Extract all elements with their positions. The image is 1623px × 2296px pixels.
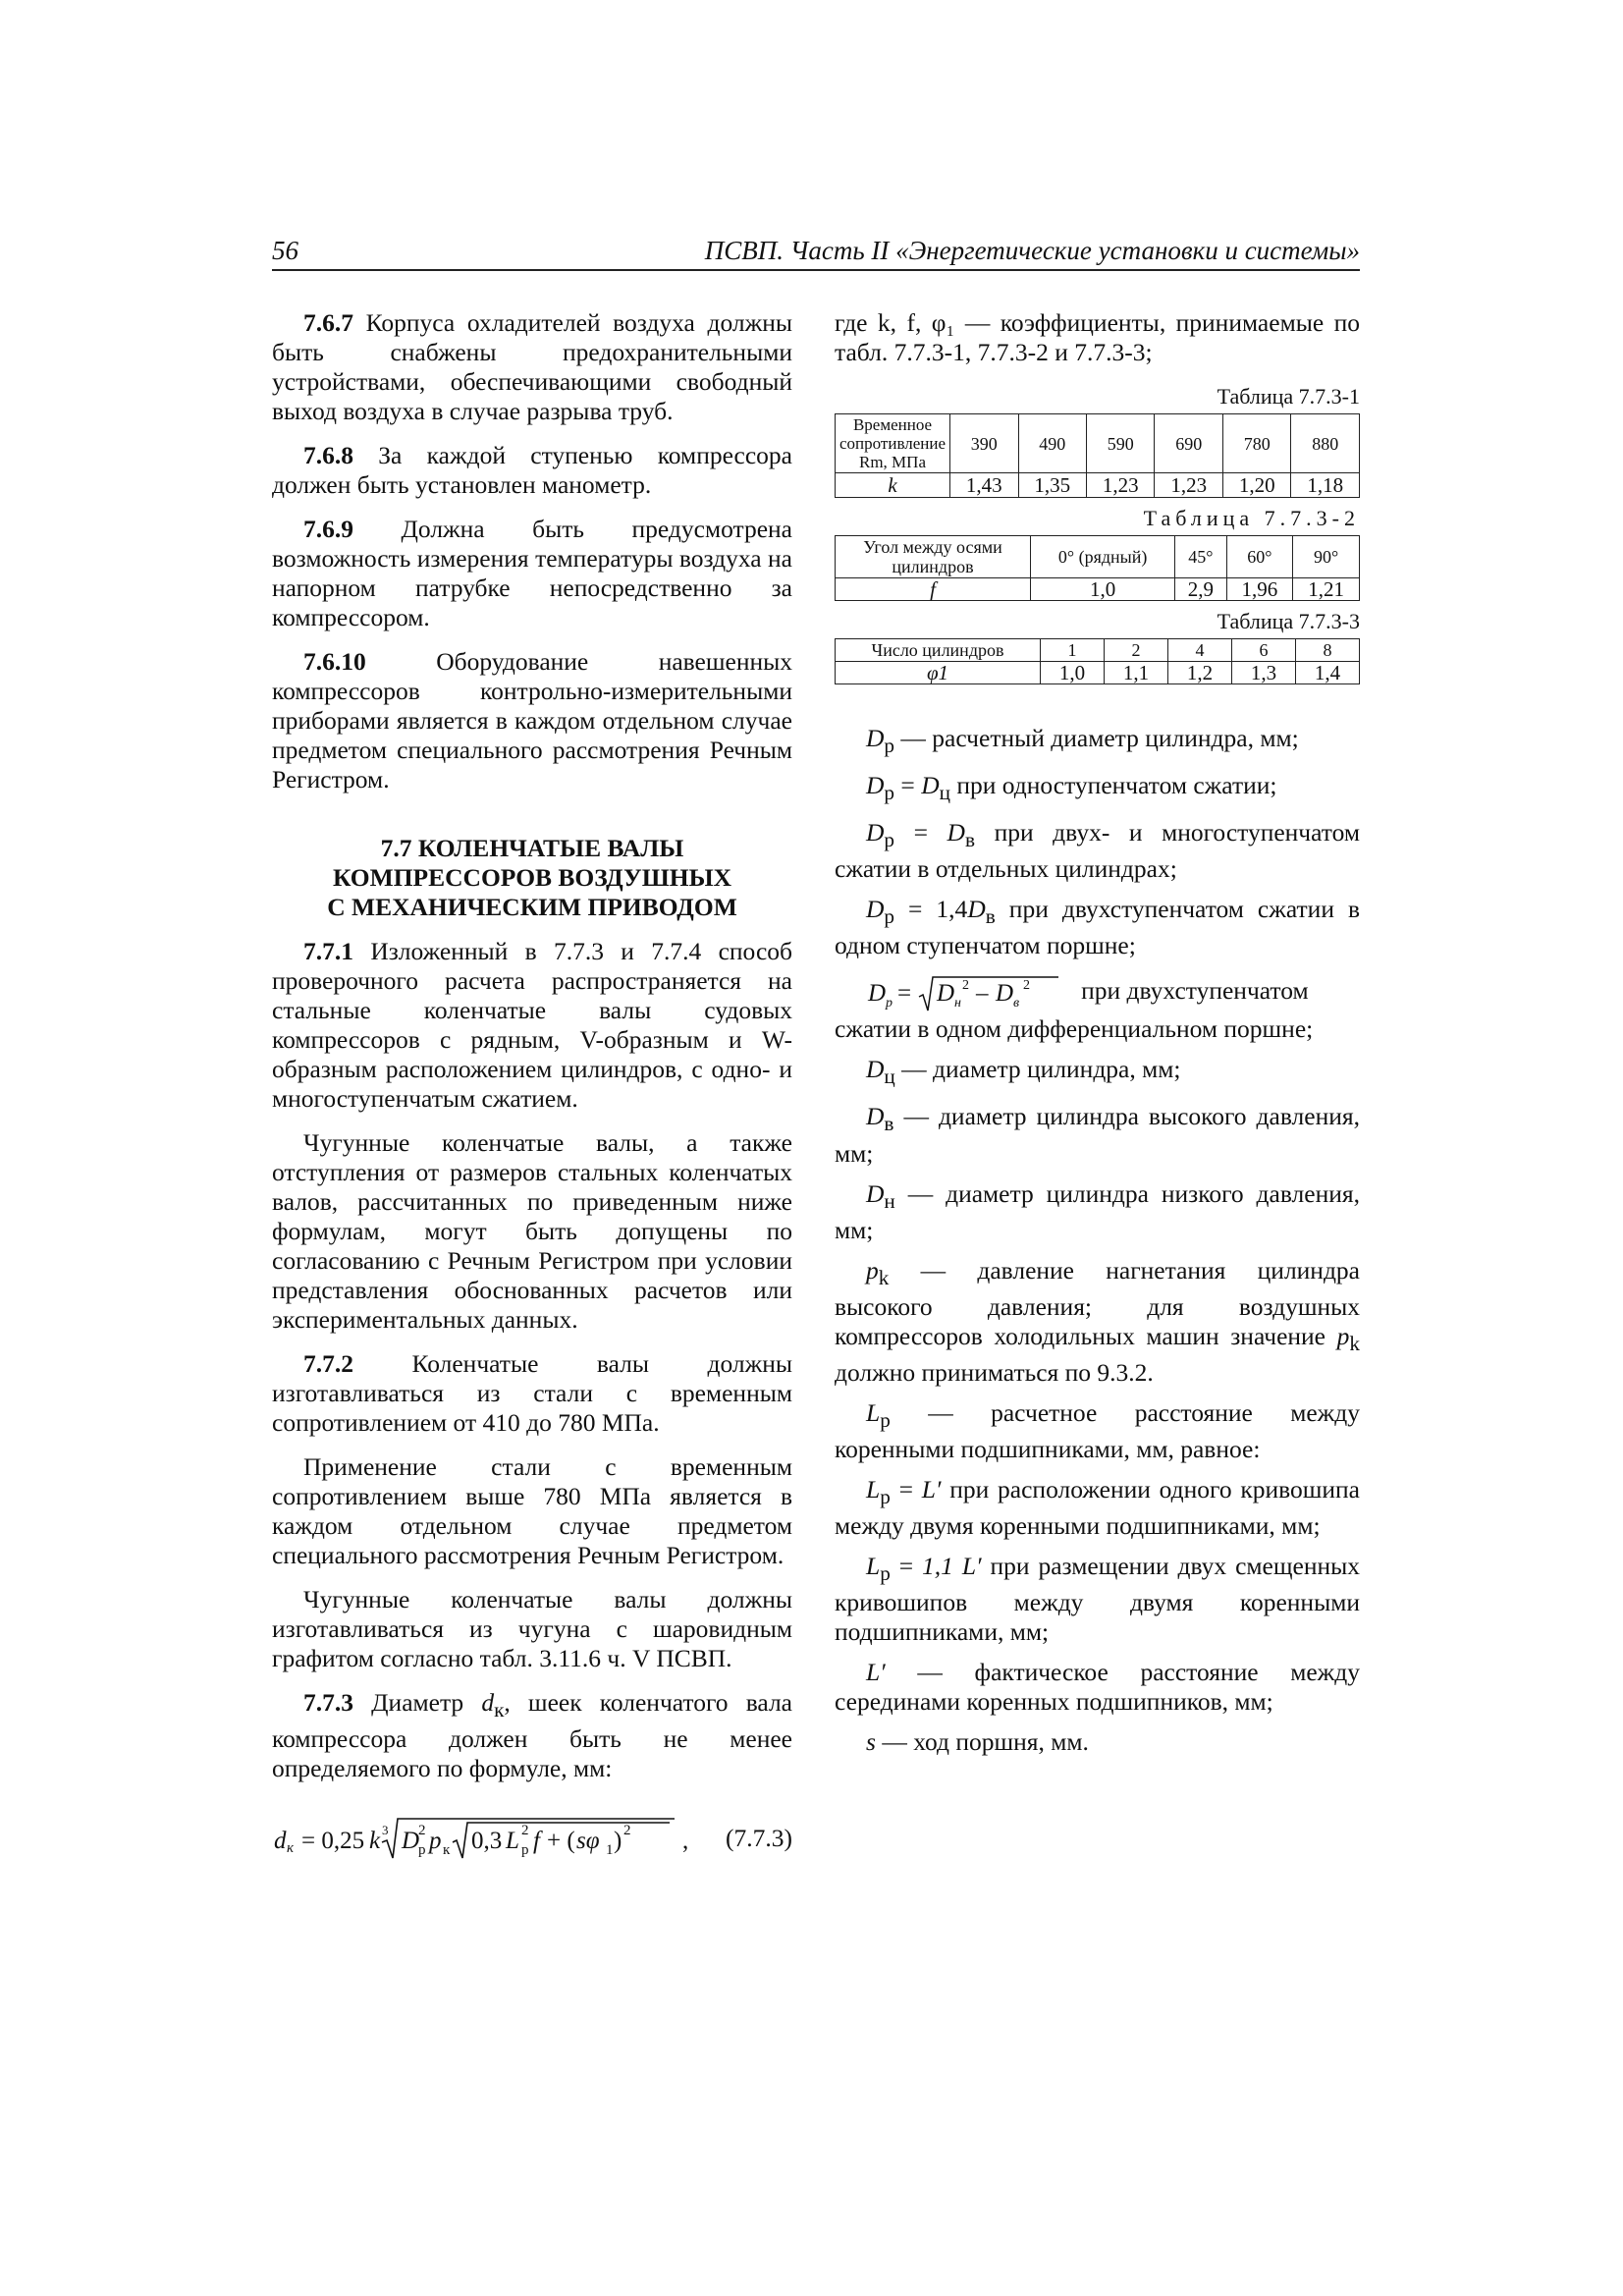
- table-cell: 1,2: [1168, 662, 1232, 684]
- definition-item: $D_н$ — диаметр цилиндра низкого давления, мм;: [835, 1178, 1360, 1244]
- crankshaft-diameter-formula: [272, 1811, 704, 1866]
- table-cell: 880: [1291, 414, 1360, 473]
- svg-text:= 0,25: = 0,25: [301, 1828, 365, 1855]
- table-cell: 6: [1232, 639, 1296, 662]
- table-cell: 1,21: [1293, 578, 1360, 601]
- table-header-cell: Число цилиндров: [836, 639, 1041, 662]
- table-cell: 1,0: [1031, 578, 1175, 601]
- svg-text:d: d: [274, 1828, 287, 1855]
- table-cell: 45°: [1175, 536, 1226, 578]
- definition-item: L′ — фактическое расстояние между серединами коренных подшипников, мм;: [835, 1658, 1360, 1717]
- svg-text:2: 2: [418, 1823, 426, 1839]
- svg-text:к: к: [287, 1840, 295, 1857]
- table-cell: 60°: [1226, 536, 1293, 578]
- table-cell: 1,3: [1232, 662, 1296, 684]
- root-formula: [866, 971, 1062, 1014]
- definition-item: $D_р = D_ц$ при одноступенчатом сжатии;: [866, 771, 1277, 805]
- definition-item: $D_в$ — диаметр цилиндра высокого давления, мм;: [835, 1102, 1360, 1168]
- svg-text:D: D: [402, 1828, 420, 1855]
- svg-text:p: p: [886, 996, 893, 1011]
- table-cell: 1,1: [1105, 662, 1168, 684]
- running-title: ПСВП. Часть II «Энергетические установки и системы»: [704, 236, 1360, 265]
- paragraph-7-6-9: 7.6.9 Должна быть предусмотрена возможность измерения температуры воздуха на напорном патрубке непосредственно за компрессором.: [272, 515, 792, 631]
- svg-text:,: ,: [682, 1828, 689, 1855]
- paragraph-7-7-2-steel: Применение стали с временным сопротивлением выше 780 МПа является в каждом отдельном случае предметом специального рассмотрения Речным Регистром.: [272, 1452, 792, 1569]
- svg-text:k: k: [369, 1828, 381, 1855]
- table-header-cell: Временное сопротивление Rm, МПа: [836, 414, 950, 473]
- paragraph-7-7-2-cast-iron: Чугунные коленчатые валы должны изготавливаться из чугуна с шаровидным графитом согласно табл. 3.11.6 ч. V ПСВП.: [272, 1585, 792, 1672]
- definition-item: $L_р = 1,1$ L′ при размещении двух смещенных кривошипов между двумя коренными подшипниками, мм;: [835, 1552, 1361, 1647]
- svg-text:D: D: [868, 980, 887, 1008]
- table-row-label: f: [836, 578, 1031, 601]
- section-title: 7.7 КОЛЕНЧАТЫЕ ВАЛЫ КОМПРЕССОРОВ ВОЗДУШНЫХ С МЕХАНИЧЕСКИМ ПРИВОДОМ: [327, 834, 737, 921]
- svg-text:0,3: 0,3: [471, 1828, 503, 1855]
- table-cell: 1,23: [1155, 473, 1222, 498]
- table-cell: 690: [1155, 414, 1222, 473]
- table-7-7-3-1-caption: Таблица 7.7.3-1: [1217, 384, 1360, 409]
- svg-text:2: 2: [623, 1823, 631, 1839]
- svg-text:2: 2: [962, 978, 969, 994]
- table-row-label: φ1: [836, 662, 1041, 684]
- svg-text:к: к: [443, 1842, 451, 1859]
- definition-item: $D_р = D_в$ при двух- и многоступенчатом сжатии в отдельных цилиндрах;: [835, 818, 1360, 884]
- svg-text:): ): [614, 1828, 622, 1855]
- svg-text:f: f: [533, 1828, 540, 1855]
- svg-text:L: L: [506, 1828, 519, 1855]
- table-7-7-3-3: [835, 638, 1360, 684]
- svg-text:–: –: [976, 980, 989, 1008]
- table-row: [836, 536, 1360, 578]
- symbol-definitions: [835, 724, 1360, 1757]
- paragraph-7-7-1: 7.7.1 Изложенный в 7.7.3 и 7.7.4 способ проверочного расчета распространяется на стальные коленчатые валы судовых компрессоров с рядным, V-образным и W-образным расположением цилиндров, с одно- и многоступенчатым сжатием.: [272, 937, 792, 1113]
- table-row: [836, 578, 1360, 601]
- table-cell: 2: [1105, 639, 1168, 662]
- svg-text:р: р: [418, 1842, 426, 1859]
- table-cell: 490: [1018, 414, 1086, 473]
- definition-item: $L_р$ — расчетное расстояние между коренными подшипниками, мм, равное:: [835, 1397, 1361, 1463]
- table-row: [836, 639, 1360, 662]
- table-header-cell: Угол между осями цилиндров: [836, 536, 1031, 578]
- table-row: [836, 473, 1360, 498]
- paragraph-7-7-3: 7.7.3 Диаметр $d_к$, шеек коленчатого вала компрессора должен быть не менее определяемого по формуле, мм:: [272, 1688, 792, 1783]
- table-row-label: k: [836, 473, 950, 498]
- table-cell: 780: [1222, 414, 1290, 473]
- definition-item: $D_ц$ — диаметр цилиндра, мм;: [866, 1055, 1181, 1089]
- svg-text:D: D: [937, 980, 955, 1008]
- table-row: [836, 414, 1360, 473]
- definition-item: $p_k$ — давление нагнетания цилиндра высокого давления; для воздушных компрессоров холодильных машин значение $p_k$ должно приниматься по 9.3.2.: [835, 1255, 1360, 1387]
- paragraph-7-7-1-cast-iron: Чугунные коленчатые валы, а также отступления от размеров стальных коленчатых валов, рассчитанных по приведенным ниже формулам, могут быть допущены по согласованию с Речным Регистром при условии представления обоснованных расчетов или экспериментальных данных.: [272, 1128, 792, 1334]
- formula-number: (7.7.3): [726, 1824, 792, 1853]
- table-row: [836, 662, 1360, 684]
- table-cell: 1,0: [1041, 662, 1105, 684]
- svg-text:н: н: [954, 996, 961, 1011]
- table-cell: 590: [1086, 414, 1154, 473]
- definition-item: $D_р$ — расчетный диаметр цилиндра, мм;: [866, 724, 1299, 758]
- svg-text:=: =: [897, 980, 912, 1008]
- table-cell: 0° (рядный): [1031, 536, 1175, 578]
- table-7-7-3-3-caption: Таблица 7.7.3-3: [1217, 609, 1360, 633]
- table-cell: 1,18: [1291, 473, 1360, 498]
- svg-text:3: 3: [382, 1823, 389, 1838]
- table-cell: 90°: [1293, 536, 1360, 578]
- table-cell: 1: [1041, 639, 1105, 662]
- table-cell: 1,43: [950, 473, 1018, 498]
- svg-text:в: в: [1013, 996, 1020, 1011]
- svg-text:p: p: [429, 1828, 442, 1855]
- svg-text:1: 1: [606, 1842, 614, 1859]
- paragraph-7-6-10: 7.6.10 Оборудование навешенных компрессоров контрольно-измерительными приборами является в каждом отдельном случае предметом специального рассмотрения Речным Регистром.: [272, 647, 792, 793]
- right-column: [835, 308, 1360, 1768]
- svg-text:D: D: [996, 980, 1014, 1008]
- svg-text:2: 2: [521, 1823, 529, 1839]
- table-cell: 8: [1296, 639, 1360, 662]
- definition-item: s — ход поршня, мм.: [866, 1727, 1089, 1757]
- table-cell: 390: [950, 414, 1018, 473]
- paragraph-7-7-2: 7.7.2 Коленчатые валы должны изготавливаться из стали с временным сопротивлением от 410 до 780 МПа.: [272, 1349, 792, 1437]
- paragraph-7-6-8: 7.6.8 За каждой ступенью компрессора должен быть установлен манометр.: [272, 441, 792, 499]
- left-column: [272, 308, 792, 1866]
- svg-text:+ (: + (: [547, 1828, 575, 1855]
- table-cell: 1,20: [1222, 473, 1290, 498]
- definition-item: $D_р = 1,4D_в$ при двухступенчатом сжатии в одном ступенчатом поршне;: [835, 895, 1361, 960]
- table-7-7-3-2-caption: Таблица 7.7.3-2: [1143, 506, 1360, 530]
- svg-text:sφ: sφ: [576, 1828, 600, 1855]
- table-cell: 4: [1168, 639, 1232, 662]
- definition-item: D p = D н 2 – D в 2 при двухступенчатом сжатии в одном дифференциальном поршне;: [835, 971, 1360, 1044]
- svg-text:2: 2: [1023, 978, 1030, 994]
- table-7-7-3-1: [835, 413, 1360, 498]
- table-cell: 2,9: [1175, 578, 1226, 601]
- coefficients-intro: где k, f, φ₁ — коэффициенты, принимаемые по табл. 7.7.3-1, 7.7.3-2 и 7.7.3-3;: [835, 308, 1360, 366]
- page-header: [272, 236, 1360, 271]
- paragraph-7-6-7: 7.6.7 Корпуса охладителей воздуха должны быть снабжены предохранительными устройствами, обеспечивающими свободный выход воздуха в случае разрыва труб.: [272, 308, 792, 425]
- definition-item: $L_р = L'$ при расположении одного кривошипа между двумя коренными подшипниками, мм;: [835, 1474, 1361, 1541]
- svg-text:р: р: [521, 1842, 529, 1859]
- table-cell: 1,96: [1226, 578, 1293, 601]
- table-7-7-3-2: [835, 535, 1360, 601]
- page-number: 56: [272, 236, 298, 265]
- table-cell: 1,4: [1296, 662, 1360, 684]
- table-cell: 1,23: [1086, 473, 1154, 498]
- table-cell: 1,35: [1018, 473, 1086, 498]
- formula-7-7-3: [272, 1811, 792, 1866]
